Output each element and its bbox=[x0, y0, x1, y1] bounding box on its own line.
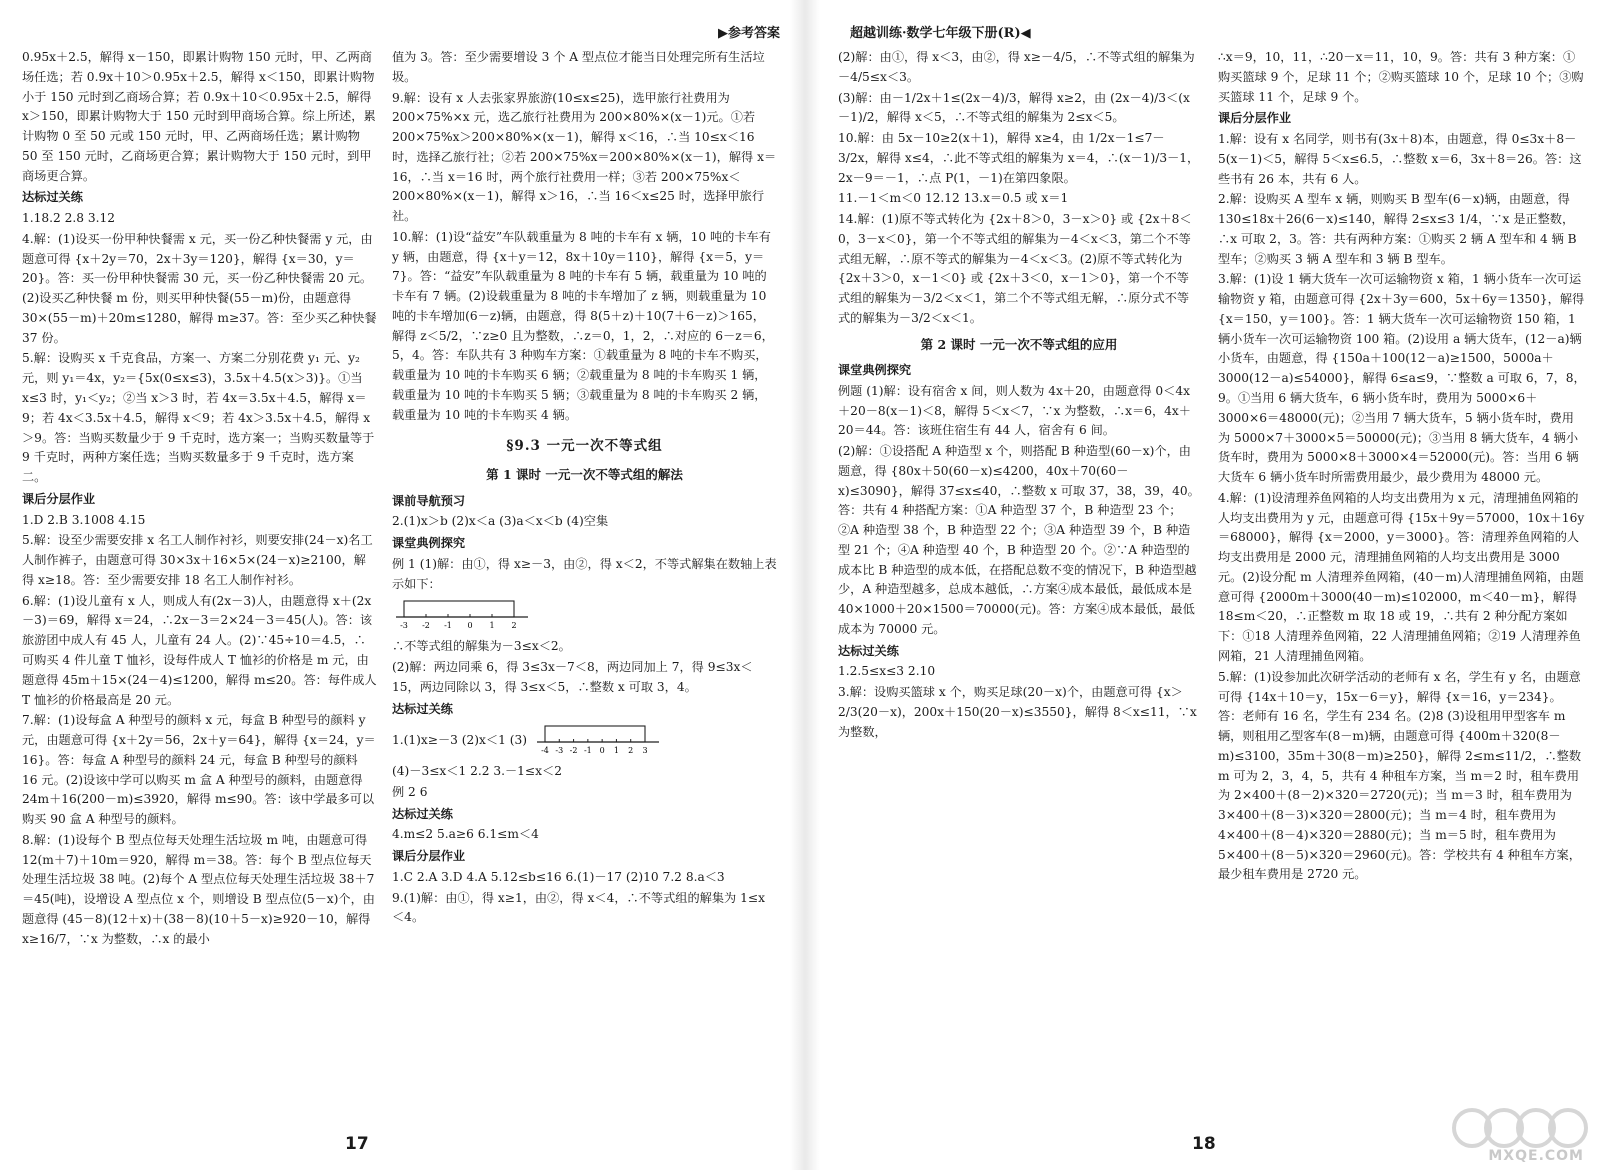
section-title: §9.3 一元一次不等式组 bbox=[506, 437, 663, 454]
number-line-tick-label: -1 bbox=[444, 621, 452, 630]
answer-paragraph: 9.解：设有 x 人去张家界旅游(10≤x≤25)，选甲旅行社费用为 200×75%×x 元，选乙旅行社费用为 200×80%×(x－1)元。①若 200×75%x＞200×80%×(x－1)，解得 x＜16，∴当 10≤x＜16 时，选择乙旅行社；②若 200×75%x＝200×80%×(x－1)，解得 x＝16，∴当 x＝16 时，两个旅行社费用一样；③若 200×75%x＜200×80%×(x－1)，解得 x＞16，∴当 16＜x≤25 时，选择甲旅行社。 bbox=[392, 90, 777, 224]
left-page-number: 17 bbox=[345, 1134, 369, 1154]
right-page-header: 超越训练·数学七年级下册(R)◀ bbox=[850, 26, 1031, 41]
answer-paragraph: 8.解：(1)设每个 B 型点位每天处理生活垃圾 m 吨，由题意可得 12(m＋7)＋10m＝920，解得 m＝38。答：每个 B 型点位每天处理生活垃圾 38 吨。(2)每个 A 型点位每天处理生活垃圾 38＋7＝45(吨)，设增设 A 型点位 x 个，则增设 B 型点位(5－x)个，由题意得 (45－8)(12＋x)＋(38－8)(10＋5－x)≥920－10，解得 x≥16/7，∵x 为整数，∴x 的最小 bbox=[22, 832, 375, 946]
answer-paragraph: 0.95x＋2.5，解得 x－150，即累计购物 150 元时，甲、乙两商场任选；若 0.9x＋10＞0.95x＋2.5，解得 x＜150，即累计购物小于 150 元时到乙商场合算；若 0.9x＋10＜0.95x＋2.5，解得 x＞150，即累计购物大于 150 元时到甲商场合算。综上所述，累计购物 0 至 50 元或 150 元时，甲、乙两商场任选；累计购物 50 至 150 元时，乙商场更合算；累计购物大于 150 元时，到甲商场更合算。 bbox=[22, 50, 376, 183]
number-line-tick-label: -3 bbox=[400, 621, 408, 630]
left-column-2 bbox=[392, 48, 777, 929]
number-line-tick-label: 0 bbox=[467, 621, 473, 630]
number-line-tick-label: -2 bbox=[569, 746, 578, 755]
section-heading: 课后分层作业 bbox=[392, 849, 466, 864]
book-gutter bbox=[790, 0, 820, 1170]
section-heading: 达标过关练 bbox=[392, 806, 453, 821]
answer-paragraph: 11.－1＜m＜0 12.12 13.x＝0.5 或 x＝1 bbox=[838, 191, 1069, 206]
number-line-tick-label: -4 bbox=[541, 746, 549, 755]
answer-paragraph: 2.(1)x＞b (2)x＜a (3)a＜x＜b (4)空集 bbox=[392, 514, 609, 529]
solution-interval bbox=[545, 726, 645, 742]
answer-paragraph: 4.m≤2 5.a≥6 6.1≤m＜4 bbox=[392, 827, 539, 842]
answer-paragraph: 值为 3。答：至少需要增设 3 个 A 型点位才能当日处理完所有生活垃圾。 bbox=[392, 50, 765, 84]
answer-paragraph: 3.解：(1)设 1 辆大货车一次可运输物资 x 箱，1 辆小货车一次可运输物资 y 箱，由题意可得 {2x＋3y＝600，5x＋6y＝1350}，解得 {x＝150，y＝100}。答：1 辆大货车一次可运输物资 150 箱，1 辆小货车一次可运输物资 100 箱。(2)设用 a 辆大货车，(12－a)辆小货车，由题意，得 {150a＋100(12－a)≥1500，5000a＋3000(12－a)≤54000}，解得 6≤a≤9，∵整数 a 可取 6，7，8，9。①当用 6 辆大货车，6 辆小货车时，费用为 5000×6＋3000×6＝48000(元)；②当用 7 辆大货车，5 辆小货车时，费用为 5000×7＋3000×5＝50000(元)；③当用 8 辆大货车，4 辆小货车时，费用为 5000×8＋3000×4＝52000(元)。答：当用 6 辆大货车 6 辆小货车时所需费用最少，最少费用为 48000 元。 bbox=[1218, 272, 1586, 485]
section-heading: 课后分层作业 bbox=[1218, 111, 1292, 126]
answer-paragraph: (4)－3≤x＜1 2.2 3.－1≤x＜2 bbox=[392, 764, 562, 779]
answer-paragraph: 1.D 2.B 3.1008 4.15 bbox=[22, 512, 146, 527]
answer-paragraph: 2.解：设购买 A 型车 x 辆，则购买 B 型车(6－x)辆，由题意，得 130≤18x＋26(6－x)≤140，解得 2≤x≤3 1/4，∵x 是正整数，∴x 可取 2，3。答：共有两种方案：①购买 2 辆 A 型车和 4 辆 B 型车；②购买 3 辆 A 型车和 3 辆 B 型车。 bbox=[1218, 192, 1577, 266]
answer-paragraph: 10.解：(1)设“益安”车队载重量为 8 吨的卡车有 x 辆，10 吨的卡车有 y 辆，由题意，得 {x＋y＝12，8x＋10y＝110}，解得 {x＝5，y＝7}。答：“益安”车队载重量为 8 吨的卡车有 5 辆，载重量为 10 吨的卡车有 7 辆。(2)设载重量为 8 吨的卡车增加了 z 辆，则载重量为 10 吨的卡车增加(6－z)辆，由题意，得 8(5＋z)＋10(7＋6－z)＞165，解得 z＜5/2，∵z≥0 且为整数，∴z＝0，1，2，∴对应的 6－z＝6，5，4。答：车队共有 3 种购车方案：①载重量为 8 吨的卡车不购买，载重量为 10 吨的卡车购买 6 辆；②载重量为 8 吨的卡车购买 1 辆，载重量为 10 吨的卡车购买 5 辆；③载重量为 8 吨的卡车购买 2 辆，载重量为 10 吨的卡车购买 4 辆。 bbox=[392, 229, 774, 422]
section-heading: 达标过关练 bbox=[392, 701, 453, 716]
section-heading: 课后分层作业 bbox=[22, 491, 96, 506]
answer-paragraph: 4.解：(1)设买一份甲种快餐需 x 元，买一份乙种快餐需 y 元，由题意可得 {x＋2y＝70，2x＋3y＝120}，解得 {x＝30，y＝20}。答：买一份甲种快餐需 30 元，买一份乙种快餐需 20 元。(2)设买乙种快餐 m 份，则买甲种快餐(55－m)份，由题意得 30×(55－m)＋20m≤1280，解得 m≥37。答：至少买乙种快餐 37 份。 bbox=[22, 231, 377, 345]
number-line-tick-label: 3 bbox=[642, 746, 648, 755]
lesson-title: 第 1 课时 一元一次不等式组的解法 bbox=[486, 467, 683, 483]
answer-paragraph: 1.(1)x≥－3 (2)x＜1 (3) -4 -3 -2 -1 0 1 2 3 bbox=[392, 720, 777, 761]
answer-paragraph: ∴不等式组的解集为－3≤x＜2。 bbox=[392, 639, 571, 654]
answer-paragraph: 5.解：设购买 x 千克食品，方案一、方案二分别花费 y₁ 元、y₂ 元，则 y₁＝4x，y₂＝{5x(0≤x≤3)，3.5x＋4.5(x＞3)}。①当 x≤3 时，y₁＜y₂；②当 x＞3 时，若 4x＝3.5x＋4.5，解得 x＝9；若 4x＜3.5x＋4.5，解得 x＜9；若 4x＞3.5x＋4.5，解得 x＞9。答：当购买数量少于 9 千克时，选方案一；当购买数量等于 9 千克时，两种方案任选；当购买数量多于 9 千克时，选方案二。 bbox=[22, 351, 375, 485]
watermark-text: MXQE.COM bbox=[1488, 1148, 1584, 1164]
section-heading: 达标过关练 bbox=[838, 643, 899, 658]
right-page-number: 18 bbox=[1192, 1134, 1216, 1154]
answer-paragraph: 7.解：(1)设每盒 A 种型号的颜料 x 元，每盒 B 种型号的颜料 y 元，由题意可得 {x＋2y＝56，2x＋y＝64}，解得 {x＝24，y＝16}。答：每盒 A 种型号的颜料 24 元，每盒 B 种型号的颜料 16 元。(2)设该中学可以购买 m 盒 A 种型号的颜料，由题意得 24m＋16(200－m)≤3920，解得 m≤90。答：该中学最多可以购买 90 盒 A 种型号的颜料。 bbox=[22, 713, 376, 827]
number-line-tick-label: -1 bbox=[583, 746, 592, 755]
answer-paragraph: 14.解：(1)原不等式转化为 {2x＋8＞0，3－x＞0} 或 {2x＋8＜0，3－x＜0}，第一个不等式组的解集为－4＜x＜3，第二个不等式组无解，∴原不等式的解集为－4＜x＜3。(2)原不等式转化为 {2x＋3＞0，x－1＜0} 或 {2x＋3＜0，x－1＞0}，第一个不等式组的解集为－3/2＜x＜1，第二个不等式组无解，∴原分式不等式的解集为－3/2＜x＜1。 bbox=[838, 212, 1192, 325]
answer-paragraph: (3)解：由－1/2x＋1≤(2x－4)/3，解得 x≥2，由 (2x－4)/3＜(x－1)/2，解得 x＜5，∴不等式组的解集为 2≤x＜5。 bbox=[838, 90, 1190, 125]
answer-paragraph: 3.解：设购买篮球 x 个，购买足球(20－x)个，由题意可得 {x＞2/3(20－x)，200x＋150(20－x)≤3550}，解得 8＜x≤11，∵x 为整数， bbox=[838, 685, 1197, 739]
lesson-title: 第 2 课时 一元一次不等式组的应用 bbox=[920, 336, 1118, 352]
answer-paragraph: 例 2 6 bbox=[392, 784, 428, 799]
number-line-tick-label: 2 bbox=[628, 746, 634, 755]
number-line-tick-label: 1 bbox=[489, 621, 495, 630]
number-line-diagram bbox=[392, 595, 532, 629]
answer-paragraph bbox=[392, 595, 777, 636]
answer-paragraph: 1.C 2.A 3.D 4.A 5.12≤b≤16 6.(1)－17 (2)10 7.2 8.a＜3 bbox=[392, 869, 725, 884]
number-line-tick-label: -3 bbox=[555, 746, 564, 755]
answer-paragraph: ∴x＝9，10，11，∴20－x＝11，10，9。答：共有 3 种方案：①购买篮球 9 个，足球 11 个；②购买篮球 10 个，足球 10 个；③购买篮球 11 个，足球 9 个。 bbox=[1218, 50, 1584, 104]
section-heading: 达标过关练 bbox=[22, 190, 83, 205]
left-column-1 bbox=[22, 48, 377, 950]
answer-paragraph: (2)解：①设搭配 A 种造型 x 个，则搭配 B 种造型(60－x)个，由题意，得 {80x＋50(60－x)≤4200，40x＋70(60－x)≤3090}，解得 37≤x≤40，∴整数 x 可取 37，38，39，40。答：共有 4 种搭配方案：①A 种造型 37 个，B 种造型 23 个；②A 种造型 38 个，B 种造型 22 个；③A 种造型 39 个，B 种造型 21 个；④A 种造型 40 个，B 种造型 20 个。②∵A 种造型的成本比 B 种造型的成本低，在搭配总数不变的情况下，B 种造型越少，A 种造型越多，总成本越低，∴方案④成本最低，最低成本是 40×1000＋20×1500＝70000(元)。答：方案④成本最低，最低成本为 70000 元。 bbox=[838, 444, 1200, 636]
answer-paragraph: 4.解：(1)设清理养鱼网箱的人均支出费用为 x 元，清理捕鱼网箱的人均支出费用为 y 元，由题意可得 {15x＋9y＝57000，10x＋16y＝68000}，解得 {x＝2000，y＝3000}。答：清理养鱼网箱的人均支出费用是 2000 元，清理捕鱼网箱的人均支出费用是 3000 元。(2)设分配 m 人清理养鱼网箱，(40－m)人清理捕鱼网箱，由题意可得 {2000m＋3000(40－m)≤102000，m＜40－m}，解得 18≤m＜20，∴正整数 m 取 18 或 19，∴共有 2 种分配方案如下：①18 人清理养鱼网箱，22 人清理捕鱼网箱；②19 人清理养鱼网箱，21 人清理捕鱼网箱。 bbox=[1218, 490, 1585, 663]
number-line-tick-label: 2 bbox=[511, 621, 517, 630]
section-heading: 课堂典例探究 bbox=[838, 362, 912, 377]
left-page-header: ▶参考答案 bbox=[718, 26, 780, 41]
number-line-tick-label: -2 bbox=[422, 621, 430, 630]
number-line-diagram bbox=[533, 720, 663, 754]
answer-paragraph: 例题 (1)解：设有宿舍 x 间，则人数为 4x＋20，由题意得 0＜4x＋20－8(x－1)＜8，解得 5＜x＜7，∵x 为整数，∴x＝6，4x＋20＝44。答：该班住宿生有 44 人，宿舍有 6 间。 bbox=[838, 383, 1191, 438]
left-page bbox=[0, 0, 790, 1170]
section-heading: 课前导航预习 bbox=[392, 493, 466, 508]
right-column-1 bbox=[838, 48, 1200, 744]
answer-paragraph: 1.2.5≤x≤3 2.10 bbox=[838, 664, 936, 679]
section-heading: 课堂典例探究 bbox=[392, 536, 466, 551]
right-page bbox=[820, 0, 1600, 1170]
answer-paragraph: 1.18.2 2.8 3.12 bbox=[22, 211, 116, 226]
answer-paragraph: (2)解：由①，得 x＜3，由②，得 x≥－4/5，∴不等式组的解集为－4/5≤x＜3。 bbox=[838, 50, 1195, 84]
number-line-tick-label: 1 bbox=[613, 746, 619, 755]
answer-paragraph: 9.(1)解：由①，得 x≥1，由②，得 x＜4，∴不等式组的解集为 1≤x＜4。 bbox=[392, 890, 765, 925]
solution-interval bbox=[404, 601, 514, 617]
answer-paragraph: 例 1 (1)解：由①，得 x≥－3，由②，得 x＜2，不等式解集在数轴上表示如下： bbox=[392, 556, 777, 591]
answer-paragraph: 10.解：由 5x－10≥2(x＋1)，解得 x≥4，由 1/2x－1≤7－3/2x，解得 x≤4，∴此不等式组的解集为 x＝4，∴(x－1)/3－1，2x－9＝－1，∴点 P(1，－1)在第四象限。 bbox=[838, 131, 1200, 185]
answer-paragraph: (2)解：两边同乘 6，得 3≤3x－7＜8，两边同加上 7，得 9≤3x＜15，两边同除以 3，得 3≤x＜5，∴整数 x 可取 3，4。 bbox=[392, 660, 753, 694]
answer-paragraph: 1.解：设有 x 名同学，则书有(3x＋8)本，由题意，得 0≤3x＋8－5(x－1)＜5，解得 5＜x≤6.5，∴整数 x＝6，3x＋8＝26。答：这些书有 26 本，共有 6 人。 bbox=[1218, 132, 1582, 186]
answer-paragraph: 6.解：(1)设儿童有 x 人，则成人有(2x－3)人，由题意得 x＋(2x－3)＝69，解得 x＝24，∴2x－3＝2×24－3＝45(人)。答：该旅游团中成人有 45 人，儿童有 24 人。(2)∵45÷10＝4.5，∴可购买 4 件儿童 T 恤衫，设每件成人 T 恤衫的价格是 m 元，由题意得 45m＋15×(24－4)≤1200，解得 m≤20。答：每件成人 T 恤衫的价格最高是 20 元。 bbox=[22, 593, 377, 707]
answer-paragraph: 5.解：(1)设参加此次研学活动的老师有 x 名，学生有 y 名，由题意可得 {14x＋10＝y，15x－6＝y}，解得 {x＝16，y＝234}。答：老师有 16 名，学生有 234 名。(2)8 (3)设租用甲型客车 m 辆，则租用乙型客车(8－m)辆，由题意可得 {400m＋320(8－m)≤3100，35m＋30(8－m)≥250}，解得 2≤m≤11/2，∴整数 m 可为 2，3，4，5，共有 4 种租车方案，当 m＝2 时，租车费用为 2×400＋(8－2)×320＝2720(元)；当 m＝3 时，租车费用为 3×400＋(8－3)×320＝2800(元)；当 m＝4 时，租车费用为 4×400＋(8－4)×320＝2880(元)；当 m＝5 时，租车费用为 5×400＋(8－5)×320＝2960(元)。答：学校共有 4 种租车方案，最少租车费用是 2720 元。 bbox=[1218, 669, 1582, 882]
right-column-2 bbox=[1218, 48, 1586, 886]
answer-paragraph: 5.解：设至少需要安排 x 名工人制作衬衫，则要安排(24－x)名工人制作裤子，由题意可得 30×3x＋16×5×(24－x)≥2100，解得 x≥18。答：至少需要安排 18 名工人制作衬衫。 bbox=[22, 533, 373, 587]
number-line-tick-label: 0 bbox=[599, 746, 605, 755]
